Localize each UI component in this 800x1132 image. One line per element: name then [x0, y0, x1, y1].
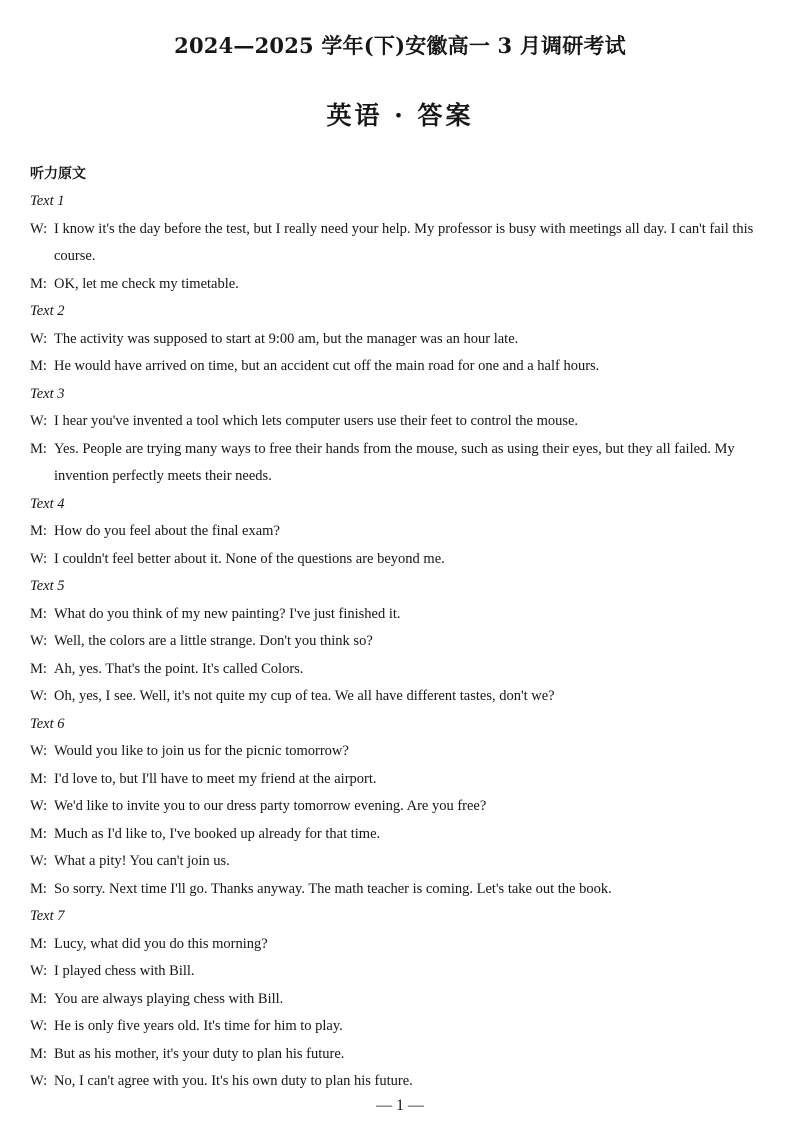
dialogue-line [30, 848, 780, 876]
speaker-label: M: [30, 660, 47, 677]
speaker-label: M: [30, 990, 47, 1007]
dialogue-line [30, 821, 780, 849]
text-block [30, 903, 780, 1096]
text-block [30, 381, 780, 491]
answer-subtitle: 英语 · 答案 [326, 101, 474, 130]
dialogue-line [30, 1068, 780, 1096]
dialogue-line [30, 656, 780, 684]
text-block [30, 188, 780, 298]
speaker-label: W: [30, 688, 48, 704]
utterance-text: Would you like to join us for the picnic tomorrow? [54, 743, 349, 759]
utterance-text: What do you think of my new painting? I've just finished it. [54, 605, 401, 622]
dialogue-line [30, 408, 780, 436]
text-label: Text 2 [30, 303, 65, 319]
utterance-text: So sorry. Next time I'll go. Thanks anyway. The math teacher is coming. Let's take out the book. [54, 880, 612, 897]
utterance-text: We'd like to invite you to our dress party tomorrow evening. Are you free? [54, 798, 487, 814]
speaker-label: W: [30, 853, 48, 869]
dialogue-line [30, 546, 780, 574]
speaker-label: W: [30, 330, 48, 347]
speaker-label: M: [30, 275, 47, 292]
dialogue-line [30, 601, 780, 629]
page-number: — 1 — [376, 1097, 424, 1114]
utterance-text: Well, the colors are a little strange. Don't you think so? [54, 633, 373, 649]
utterance-text: Oh, yes, I see. Well, it's not quite my cup of tea. We all have different tastes, don't we? [54, 688, 555, 704]
utterance-text: OK, let me check my timetable. [54, 275, 239, 292]
speaker-label: W: [30, 550, 48, 567]
dialogue-line [30, 876, 780, 904]
speaker-label: M: [30, 770, 47, 787]
utterance-text: I couldn't feel better about it. None of the questions are beyond me. [54, 550, 445, 567]
utterance-text: No, I can't agree with you. It's his own duty to plan his future. [54, 1073, 413, 1089]
speaker-label: W: [30, 1018, 48, 1034]
text-label: Text 7 [30, 908, 65, 924]
speaker-label: M: [30, 358, 47, 374]
listening-transcript [30, 188, 780, 1096]
utterance-text: How do you feel about the final exam? [54, 523, 280, 539]
listening-transcript-heading: 听力原文 [30, 166, 86, 182]
dialogue-line [30, 1013, 780, 1041]
dialogue-line [30, 766, 780, 794]
dialogue-line [30, 738, 780, 766]
speaker-label: M: [30, 605, 47, 622]
utterance-text: He would have arrived on time, but an accident cut off the main road for one and a half hours. [54, 358, 600, 374]
utterance-text: You are always playing chess with Bill. [54, 990, 284, 1007]
speaker-label: M: [30, 825, 47, 842]
dialogue-line [30, 436, 780, 491]
dialogue-line [30, 931, 780, 959]
dialogue-line [30, 518, 780, 546]
utterance-text: I'd love to, but I'll have to meet my friend at the airport. [54, 770, 377, 787]
text-block [30, 573, 780, 711]
text-label: Text 4 [30, 495, 65, 512]
speaker-label: M: [30, 880, 47, 897]
text-label: Text 1 [30, 193, 65, 209]
speaker-label: M: [30, 440, 47, 457]
dialogue-line [30, 683, 780, 711]
utterance-text: I know it's the day before the test, but I really need your help. My professor is busy with meetings all day. I can't fail this course. [54, 220, 754, 264]
dialogue-line [30, 793, 780, 821]
utterance-text: I hear you've invented a tool which lets computer users use their feet to control the mouse. [54, 413, 579, 429]
utterance-text: But as his mother, it's your duty to plan his future. [54, 1045, 345, 1062]
speaker-label: W: [30, 798, 48, 814]
exam-title: 2024—2025 学年(下)安徽高一 3 月调研考试 [174, 33, 626, 58]
text-block [30, 298, 780, 381]
speaker-label: W: [30, 963, 48, 979]
utterance-text: Much as I'd like to, I've booked up already for that time. [54, 825, 381, 842]
dialogue-line [30, 986, 780, 1014]
dialogue-line [30, 216, 780, 271]
speaker-label: M: [30, 523, 47, 539]
dialogue-line [30, 958, 780, 986]
dialogue-line [30, 271, 780, 299]
text-label: Text 3 [30, 385, 65, 402]
utterance-text: The activity was supposed to start at 9:00 am, but the manager was an hour late. [54, 330, 519, 347]
speaker-label: W: [30, 413, 48, 429]
dialogue-line [30, 353, 780, 381]
speaker-label: M: [30, 935, 47, 952]
utterance-text: Lucy, what did you do this morning? [54, 935, 268, 952]
utterance-text: What a pity! You can't join us. [54, 853, 230, 869]
speaker-label: M: [30, 1045, 47, 1062]
speaker-label: W: [30, 633, 48, 649]
text-label: Text 5 [30, 578, 65, 594]
dialogue-line [30, 628, 780, 656]
speaker-label: W: [30, 220, 48, 237]
utterance-text: Yes. People are trying many ways to free their hands from the mouse, such as using their eyes, but they all failed. My invention perfectly meets their needs. [54, 440, 735, 484]
dialogue-line [30, 1041, 780, 1069]
text-block [30, 491, 780, 574]
speaker-label: W: [30, 743, 48, 759]
speaker-label: W: [30, 1073, 48, 1089]
utterance-text: He is only five years old. It's time for him to play. [54, 1018, 343, 1034]
text-block [30, 711, 780, 904]
dialogue-line [30, 326, 780, 354]
text-label: Text 6 [30, 715, 65, 732]
utterance-text: I played chess with Bill. [54, 963, 195, 979]
utterance-text: Ah, yes. That's the point. It's called Colors. [54, 660, 304, 677]
